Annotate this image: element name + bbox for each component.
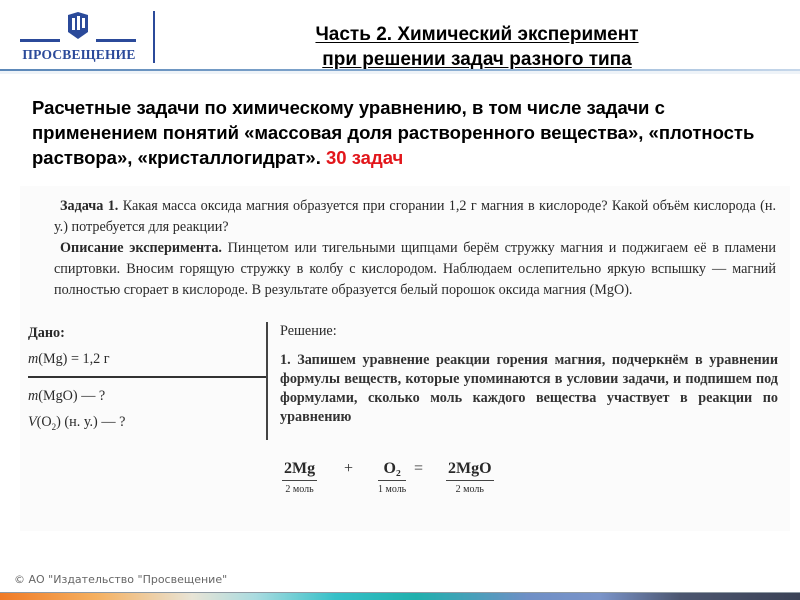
equation-mol: 2 моль — [455, 484, 484, 495]
given-solution-divider — [266, 322, 268, 440]
copyright-text: © АО "Издательство "Просвещение" — [14, 573, 228, 586]
subtitle-text: Расчетные задачи по химическому уравнению, в том числе задачи с применением понятий «массовая доля растворенного вещества», «плотность раствора», «кристаллогидрат». — [32, 97, 755, 168]
solution-step-1: 1. Запишем уравнение реакции горения магния, подчеркнём в уравнении формулы веществ, которые упоминаются в условии задачи, и подпишем под формулами, сколько моль каждого вещества участвует в реакции по уравнению — [280, 352, 778, 425]
equation-formula: 2Mg — [282, 460, 317, 481]
logo-text: ПРОСВЕЩЕНИЕ — [22, 47, 136, 62]
experiment-description — [54, 238, 776, 301]
equation-term — [446, 460, 494, 495]
given-separator — [28, 376, 266, 378]
textbook-scan — [20, 186, 790, 531]
task-count: 30 задач — [326, 147, 404, 168]
problem-question-text: Какая масса оксида магния образуется при сгорании 1,2 г магния в кислороде? Какой объём кислорода (н. у.) потребуется для реакции? — [54, 198, 776, 235]
unknown-pre: (O — [36, 414, 52, 430]
unknown-variable: V — [28, 414, 37, 430]
unknown-text: ) (н. у.) — ? — [56, 414, 126, 430]
problem-statement — [54, 196, 776, 301]
unknown-variable: m — [28, 388, 39, 404]
equation-mol: 2 моль — [285, 484, 314, 495]
solution-label: Решение: — [280, 323, 337, 339]
problem-lead: Задача 1. — [60, 198, 119, 214]
equation-formula: O₂ — [378, 460, 406, 481]
unknown-text: (MgO) — ? — [38, 388, 106, 404]
equation-mol: 1 моль — [378, 484, 407, 495]
slide-title-line-1: Часть 2. Химический эксперимент — [315, 24, 639, 45]
given-label: Дано: — [28, 325, 65, 341]
slide-title — [270, 22, 684, 72]
logo-line-right — [96, 39, 136, 42]
known-value: (Mg) = 1,2 г — [38, 351, 110, 367]
solution-block — [280, 322, 778, 427]
equation-term — [378, 460, 406, 495]
unknown-subscript: 2 — [51, 421, 57, 432]
known-variable: m — [28, 351, 39, 367]
logo-line-left — [20, 39, 60, 42]
header-divider — [153, 11, 155, 63]
equation-formula: 2MgO — [446, 460, 494, 481]
given-known — [28, 346, 266, 372]
description-text: Пинцетом или тигельными щипцами берём стружку магния и поджигаем её в пламени спиртовки. Вносим горящую стружку в колбу с кислородом. Наблюдаем ослепительно яркую вспышку — магний полностью сгорает в кислороде. В результате образуется белый порошок оксида магния (MgO). — [54, 240, 776, 298]
unknown-item — [28, 383, 266, 409]
unknowns-block — [28, 383, 266, 440]
slide-title-line-2: при решении задач разного типа — [322, 49, 632, 70]
unknown-item — [28, 409, 266, 440]
slide-subtitle — [32, 95, 792, 170]
equation-plus: + — [344, 460, 354, 477]
footer-gradient-bar — [0, 593, 800, 600]
problem-question — [54, 196, 776, 238]
prosveshchenie-logo-icon — [65, 12, 91, 40]
description-lead: Описание эксперимента. — [60, 240, 222, 256]
equation-term — [282, 460, 317, 495]
equation-equals: = — [414, 460, 424, 477]
given-block — [28, 320, 266, 372]
publisher-logo — [20, 8, 138, 64]
